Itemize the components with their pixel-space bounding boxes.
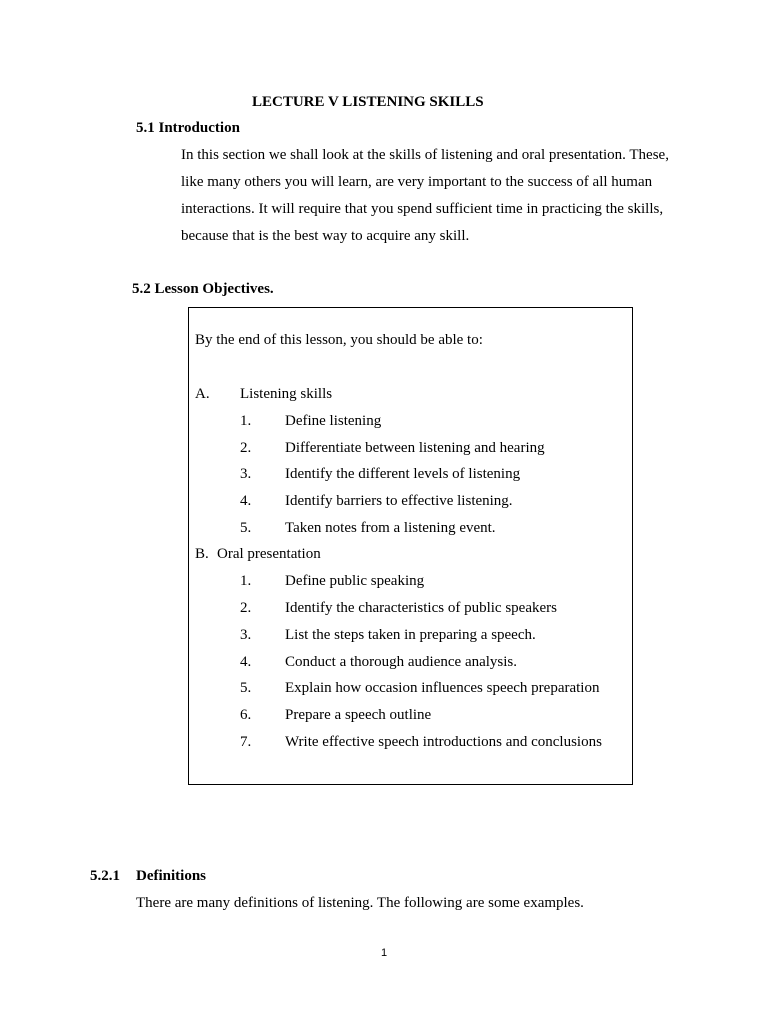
objective-item-text: Explain how occasion influences speech preparation [285,680,600,696]
objective-item-number: 3. [240,466,252,482]
introduction-text-line: interactions. It will require that you spend sufficient time in practicing the skills, [181,201,664,217]
objective-item-text: Identify the different levels of listening [285,466,521,482]
definitions-text: There are many definitions of listening. The following are some examples. [136,895,584,911]
introduction-text-line: because that is the best way to acquire any skill. [181,228,470,244]
objective-item-number: 5. [240,520,252,536]
section-b-marker: B. [195,546,209,562]
objective-item-text: Prepare a speech outline [285,707,432,723]
objective-item-text: Differentiate between listening and hearing [285,440,545,456]
objective-item-number: 1. [240,573,252,589]
objective-item-number: 5. [240,680,252,696]
objective-item-text: Taken notes from a listening event. [285,520,496,536]
objective-item-number: 4. [240,493,252,509]
objective-item-text: Conduct a thorough audience analysis. [285,654,518,670]
section-b-label: Oral presentation [217,546,321,562]
definitions-heading: Definitions [136,868,207,884]
objectives-intro-text: By the end of this lesson, you should be able to: [195,332,483,348]
section-a-label: Listening skills [240,386,333,402]
objective-item-number: 4. [240,654,252,670]
objective-item-text: Define public speaking [285,573,425,589]
objective-item-number: 3. [240,627,252,643]
objective-item-number: 2. [240,600,252,616]
lecture-title: LECTURE V LISTENING SKILLS [252,94,484,110]
objectives-heading: 5.2 Lesson Objectives. [132,281,274,297]
objective-item-text: Define listening [285,413,382,429]
objective-item-number: 2. [240,440,252,456]
page-number: 1 [381,947,388,959]
objective-item-number: 6. [240,707,252,723]
definitions-section-number: 5.2.1 [90,868,120,884]
objective-item-text: Write effective speech introductions and conclusions [285,734,602,750]
objective-item-text: Identify barriers to effective listening. [285,493,513,509]
introduction-text-line: In this section we shall look at the skills of listening and oral presentation. These, [181,147,669,163]
objective-item-number: 1. [240,413,252,429]
section-a-marker: A. [195,386,210,402]
introduction-text-line: like many others you will learn, are very important to the success of all human [181,174,653,190]
introduction-heading: 5.1 Introduction [136,120,240,136]
objective-item-text: Identify the characteristics of public speakers [285,600,557,616]
objective-item-text: List the steps taken in preparing a speech. [285,627,536,643]
objective-item-number: 7. [240,734,252,750]
